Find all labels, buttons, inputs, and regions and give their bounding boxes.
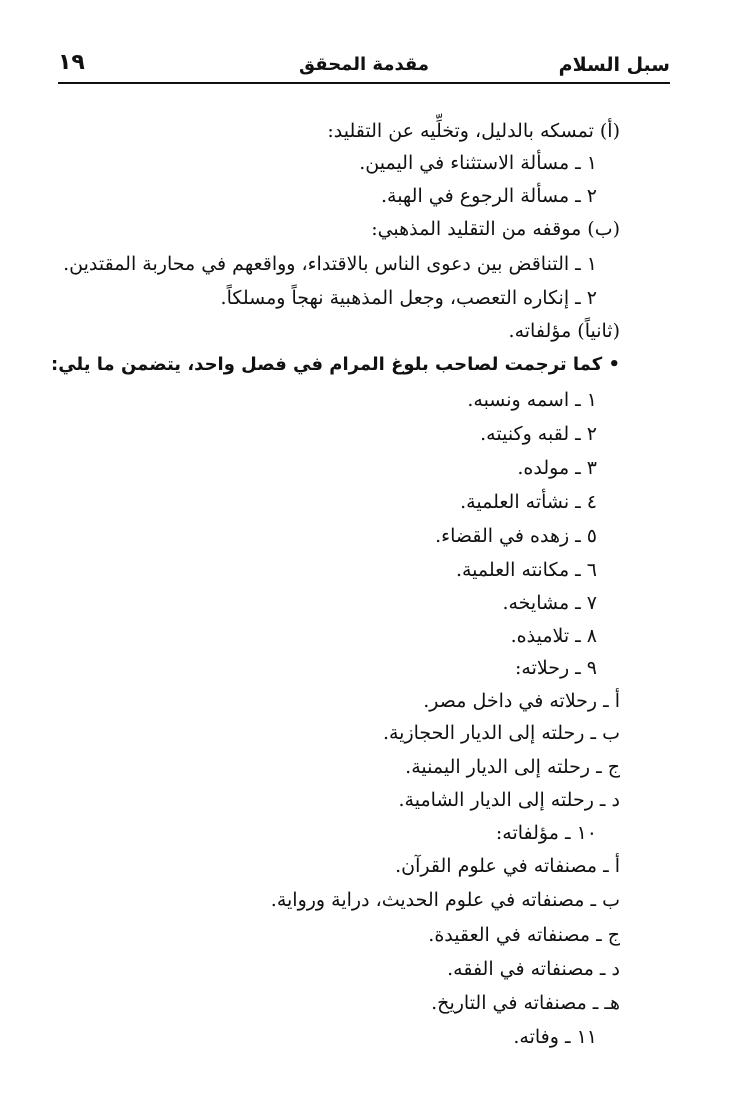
text-line: ٢ ـ مسألة الرجوع في الهبة. bbox=[380, 185, 597, 207]
text-line: ٢ ـ إنكاره التعصب، وجعل المذهبية نهجاً ومسلكاً. bbox=[220, 287, 597, 309]
section-title: مقدمة المحقق bbox=[299, 54, 429, 75]
text-line: ٤ ـ نشأته العلمية. bbox=[460, 491, 597, 513]
text-line: ٨ ـ تلاميذه. bbox=[510, 625, 597, 647]
text-line: ٣ ـ مولده. bbox=[517, 457, 597, 479]
text-line: ج ـ رحلته إلى الديار اليمنية. bbox=[405, 756, 620, 778]
text-line: ٦ ـ مكانته العلمية. bbox=[455, 559, 597, 581]
text-line: (ب) موقفه من التقليد المذهبي: bbox=[371, 218, 620, 240]
text-line: أ ـ رحلاته في داخل مصر. bbox=[423, 690, 620, 712]
text-line: ب ـ مصنفاته في علوم الحديث، دراية ورواية. bbox=[270, 889, 620, 911]
text-line: ٥ ـ زهده في القضاء. bbox=[435, 525, 597, 547]
text-line: ٢ ـ لقبه وكنيته. bbox=[480, 423, 597, 445]
text-line: ١٠ ـ مؤلفاته: bbox=[495, 822, 597, 844]
text-line: هـ ـ مصنفاته في التاريخ. bbox=[431, 992, 620, 1014]
text-line: ٧ ـ مشايخه. bbox=[502, 592, 597, 614]
text-line: د ـ رحلته إلى الديار الشامية. bbox=[398, 789, 620, 811]
page-header bbox=[58, 50, 670, 84]
book-title: سبل السلام bbox=[558, 54, 670, 76]
text-line: ب ـ رحلته إلى الديار الحجازية. bbox=[382, 722, 620, 744]
page-number: ١٩ bbox=[58, 50, 85, 75]
text-line: ١ ـ اسمه ونسبه. bbox=[467, 389, 597, 411]
text-line: (ثانياً) مؤلفاته. bbox=[508, 320, 620, 342]
text-line: ١١ ـ وفاته. bbox=[513, 1026, 597, 1048]
text-line: (أ) تمسكه بالدليل، وتخلِّيه عن التقليد: bbox=[327, 120, 620, 142]
text-line: ج ـ مصنفاته في العقيدة. bbox=[428, 924, 620, 946]
text-line: • كما ترجمت لصاحب بلوغ المرام في فصل واحد، يتضمن ما يلي: bbox=[51, 354, 620, 375]
text-line: ١ ـ مسألة الاستثناء في اليمين. bbox=[359, 152, 597, 174]
text-line: ٩ ـ رحلاته: bbox=[515, 657, 597, 679]
text-line: أ ـ مصنفاته في علوم القرآن. bbox=[395, 855, 620, 877]
text-line: د ـ مصنفاته في الفقه. bbox=[447, 958, 620, 980]
text-line: ١ ـ التناقض بين دعوى الناس بالاقتداء، وواقعهم في محاربة المقتدين. bbox=[63, 253, 597, 275]
